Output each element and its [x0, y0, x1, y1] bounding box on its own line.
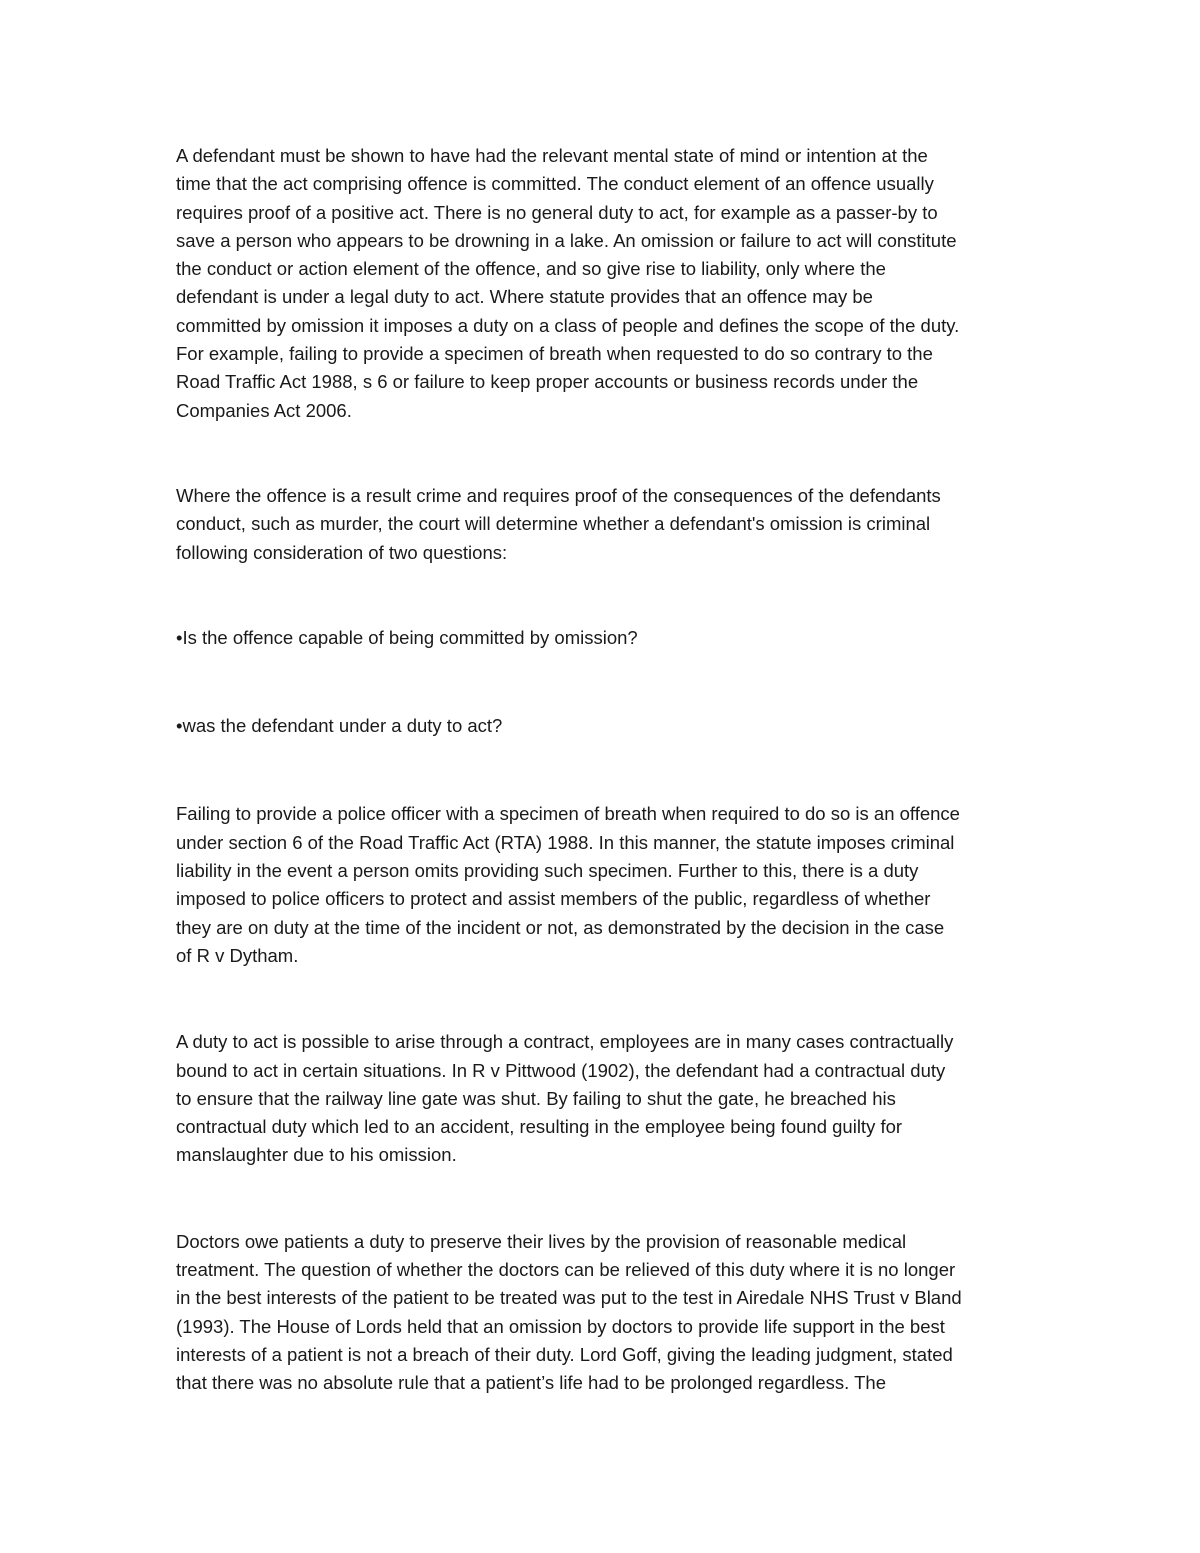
- text-line: conduct, such as murder, the court will determine whether a defendant's omission is criminal: [176, 513, 931, 535]
- paragraph-mental-state: [176, 142, 1026, 425]
- text-line: Where the offence is a result crime and requires proof of the consequences of the defendants: [176, 484, 941, 506]
- bullet-line: •was the defendant under a duty to act?: [176, 715, 503, 737]
- text-line: the conduct or action element of the offence, and so give rise to liability, only where the: [176, 258, 886, 280]
- text-line: treatment. The question of whether the doctors can be relieved of this duty where it is no longer: [176, 1259, 956, 1281]
- paragraph-specimen-of-breath: [176, 800, 1026, 970]
- text-line: that there was no absolute rule that a patient’s life had to be prolonged regardless. The: [176, 1372, 886, 1394]
- text-line: A duty to act is possible to arise through a contract, employees are in many cases contractually: [176, 1031, 954, 1053]
- paragraph-doctors-duty: [176, 1228, 1026, 1398]
- bullet-question-one: [176, 624, 1026, 652]
- text-line: imposed to police officers to protect and assist members of the public, regardless of whether: [176, 888, 931, 910]
- text-line: they are on duty at the time of the incident or not, as demonstrated by the decision in the case: [176, 916, 945, 938]
- text-line: Doctors owe patients a duty to preserve their lives by the provision of reasonable medical: [176, 1230, 907, 1252]
- paragraph-result-crime: [176, 482, 1026, 567]
- text-line: of R v Dytham.: [176, 944, 299, 966]
- text-line: Companies Act 2006.: [176, 399, 352, 421]
- text-line: Road Traffic Act 1988, s 6 or failure to keep proper accounts or business records under the: [176, 371, 919, 393]
- text-line: For example, failing to provide a specimen of breath when requested to do so contrary to the: [176, 343, 933, 365]
- bullet-question-two: [176, 712, 1026, 740]
- text-line: (1993). The House of Lords held that an omission by doctors to provide life support in the best: [176, 1315, 945, 1337]
- text-line: bound to act in certain situations. In R v Pittwood (1902), the defendant had a contractual duty: [176, 1059, 946, 1081]
- paragraph-contract-duty: [176, 1028, 1026, 1169]
- text-line: under section 6 of the Road Traffic Act (RTA) 1988. In this manner, the statute imposes criminal: [176, 831, 955, 853]
- text-line: A defendant must be shown to have had the relevant mental state of mind or intention at the: [176, 145, 928, 166]
- text-line: liability in the event a person omits providing such specimen. Further to this, there is a duty: [176, 860, 919, 882]
- text-line: time that the act comprising offence is committed. The conduct element of an offence usually: [176, 173, 934, 195]
- text-line: contractual duty which led to an accident, resulting in the employee being found guilty for: [176, 1116, 903, 1138]
- text-line: defendant is under a legal duty to act. Where statute provides that an offence may be: [176, 286, 873, 308]
- text-line: in the best interests of the patient to be treated was put to the test in Airedale NHS Trust v Bland: [176, 1287, 962, 1309]
- text-line: following consideration of two questions:: [176, 541, 508, 563]
- text-line: Failing to provide a police officer with a specimen of breath when required to do so is an offence: [176, 803, 960, 825]
- bullet-line: •Is the offence capable of being committed by omission?: [176, 626, 638, 648]
- text-line: to ensure that the railway line gate was shut. By failing to shut the gate, he breached his: [176, 1087, 896, 1109]
- text-line: committed by omission it imposes a duty on a class of people and defines the scope of the duty.: [176, 314, 960, 336]
- text-line: requires proof of a positive act. There is no general duty to act, for example as a passer-by to: [176, 201, 938, 223]
- text-line: interests of a patient is not a breach of their duty. Lord Goff, giving the leading judgment, stated: [176, 1343, 953, 1365]
- text-line: manslaughter due to his omission.: [176, 1144, 457, 1166]
- document-body: [176, 142, 1026, 1398]
- text-line: save a person who appears to be drowning in a lake. An omission or failure to act will constitute: [176, 229, 957, 251]
